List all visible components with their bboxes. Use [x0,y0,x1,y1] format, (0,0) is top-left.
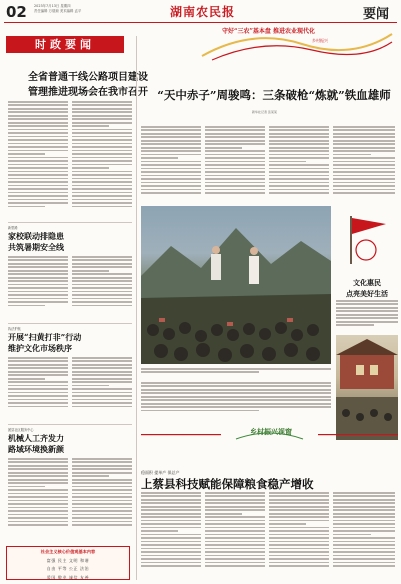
sidebar-flag-stamp [336,210,398,270]
sec3-title [8,433,64,455]
photo-scene [141,206,331,364]
sidebar-body [336,300,398,334]
section-title: 要闻 [362,7,389,22]
sec2-kicker: 执法护航 [8,327,21,331]
banner-text: 乡村振兴视窗 [250,427,292,436]
sidebar-headline-line-1: 文化惠民 [353,278,381,287]
campaign-banner [192,24,396,64]
core-values-row: 自由 平等 公正 法治 [46,566,90,572]
sec3-title-line-1: 机械人工齐发力 [8,433,64,443]
bottom-body-col-3 [269,492,329,580]
rural-revitalization-banner [141,427,398,440]
article-a-body-col-1 [8,101,68,213]
sec1-body-col-2 [72,256,132,316]
article-b-body-col-3 [269,126,329,200]
bottom-kicker: 稳面积 提单产 保总产 [141,470,180,475]
village-photo [336,335,398,440]
article-a-headline [8,70,168,100]
article-a-headline-line-2: 管理推进现场会在我市召开 [28,87,148,98]
article-a-headline-line-1: 全省普通干线公路项目建设 [28,72,148,83]
divider [8,222,132,223]
date-line-2: 责任编辑 万瑞琼 美术编辑 孟平 [34,8,82,13]
column-rule [136,36,137,580]
sec2-title [8,332,81,354]
bottom-body-col-1 [141,492,201,580]
article-b-body-col-4 [333,126,395,200]
campaign-subtext: 乡村振兴 [312,38,328,43]
sec1-title-line-2: 共筑暑期安全线 [8,242,64,252]
sidebar-headline-line-2: 点亮美好生活 [346,288,388,298]
sec2-body-col-1 [8,357,68,417]
page-number: 02 [6,3,27,21]
issue-date [34,4,104,13]
sec3-body-col-1 [8,458,68,540]
photo-caption [141,368,331,378]
core-values-box [6,546,130,580]
article-b-continued [141,382,331,422]
sec1-body-col-1 [8,256,68,316]
sec3-body-col-2 [72,458,132,540]
divider [8,323,132,324]
column-label-text: 时政要闻 [35,38,95,51]
core-values-row: 爱国 敬业 诚信 友善 [46,574,90,580]
article-b-body-col-2 [205,126,265,200]
article-a-body-col-2 [72,101,132,213]
newspaper-logo: 湖南农民报 [170,5,236,19]
core-values-row: 富强 民主 文明 和谐 [46,557,90,563]
sec1-title-line-1: 家校联动排隐患 [8,231,64,241]
sec1-kicker: 新思路 [8,226,18,230]
red-flag-stamp-icon [336,210,398,270]
article-b-body-col-1 [141,126,201,200]
village-scene [336,335,398,440]
article-b-byline: 新华社记者 张某某 [252,110,277,114]
sec3-title-line-2: 路域环境换新颜 [8,444,64,454]
sec2-body-col-2 [72,357,132,417]
bottom-body-col-2 [205,492,265,580]
stage-performance-photo [141,206,331,364]
core-values-title: 社会主义核心价值观基本内容 [40,549,96,554]
sec3-kicker: 团县社区服务中心 [8,428,34,432]
bottom-headline: 上蔡县科技赋能保障粮食稳产增收 [141,477,314,491]
divider [8,424,132,425]
sidebar-headline [336,278,398,299]
date-line-1: 2023年7月13日 星期四 [34,4,71,8]
bottom-body-col-4 [333,492,395,580]
sec2-title-line-2: 维护文化市场秩序 [8,343,72,353]
column-label [6,36,124,53]
campaign-text: 守好“三农”基本盘 推进农业现代化 [222,28,315,35]
sec2-title-line-1: 开展“扫黄打非”行动 [8,332,82,342]
sec1-title [8,231,64,253]
article-b-headline: “天中赤子”周骏鸣：三条破枪“炼就”铁血雄师 [157,88,391,102]
